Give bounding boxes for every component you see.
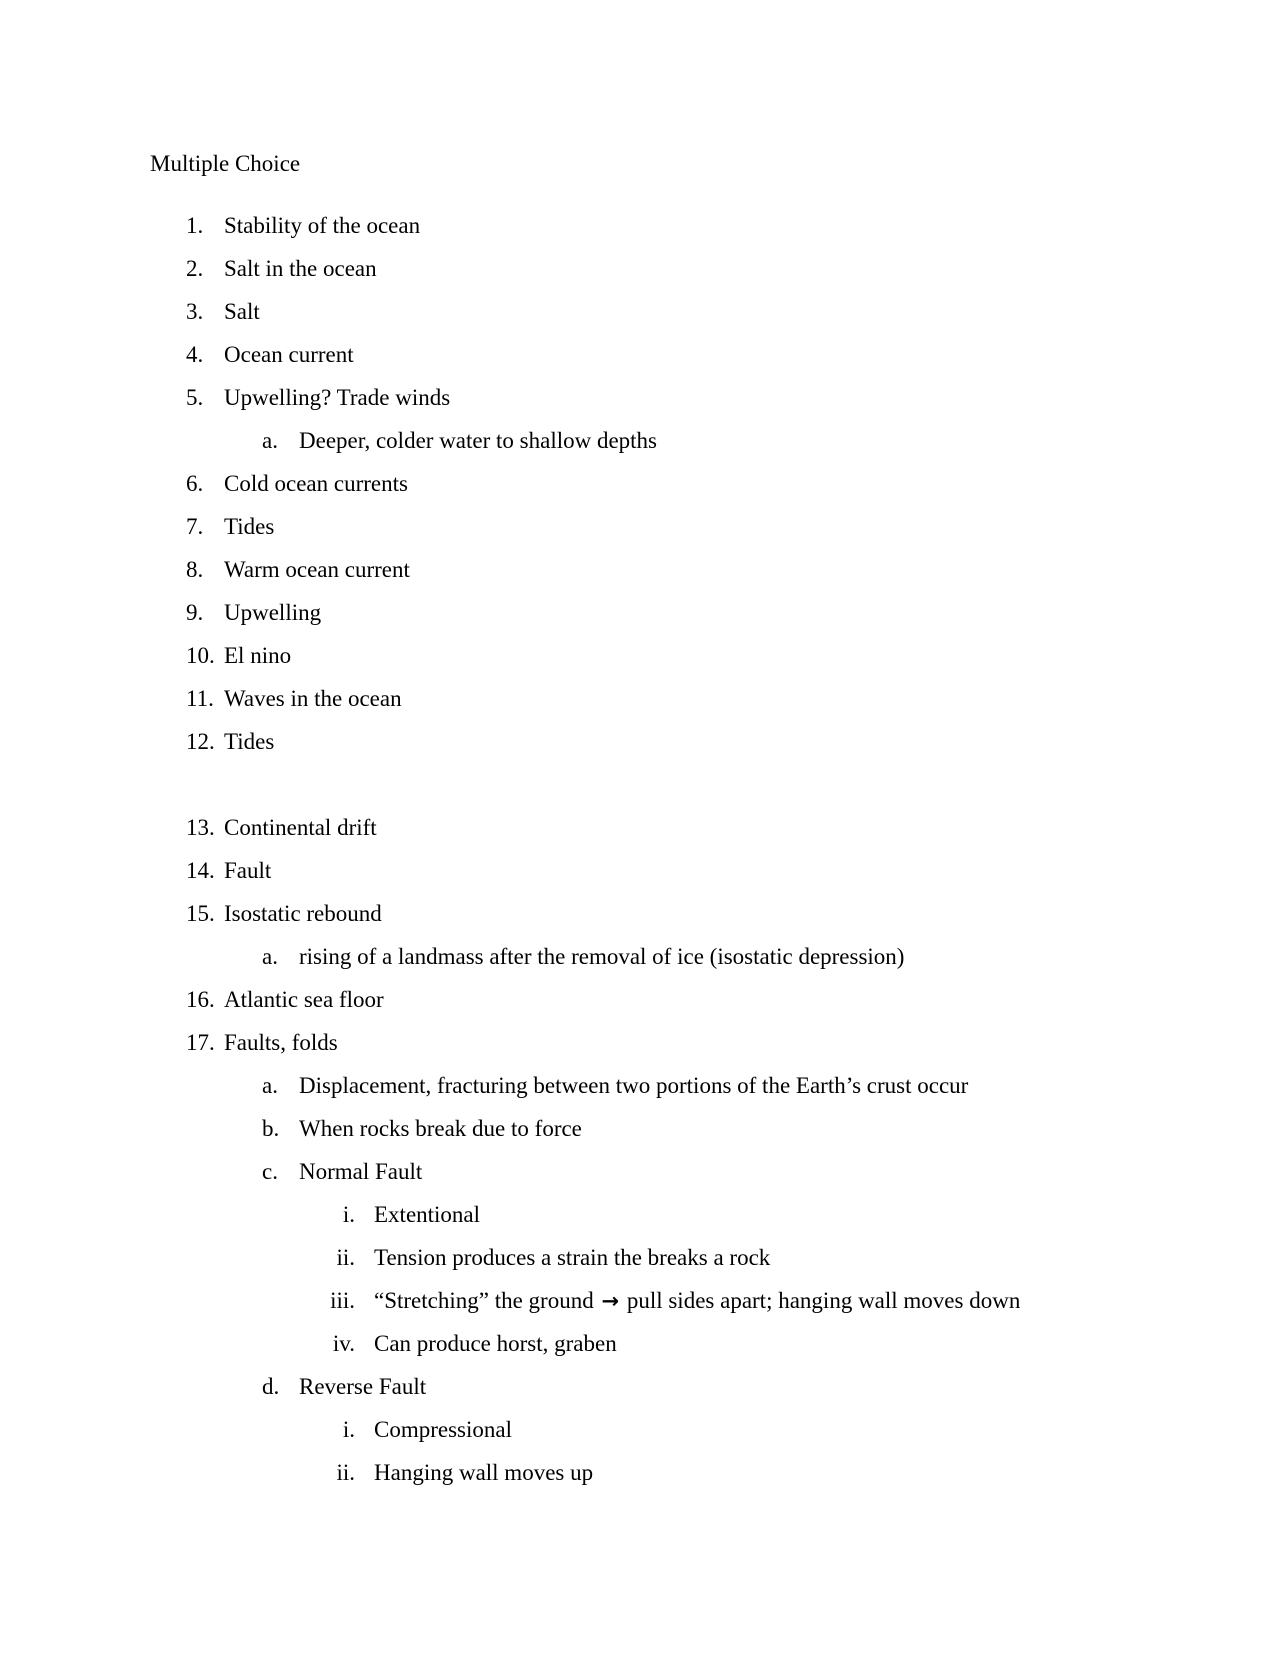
roman-item-c-i: i. [342, 1202, 355, 1227]
sub-item-17a-text: Displacement, fracturing between two portions of the Earth’s crust occur [299, 1073, 969, 1098]
item-letter: a. [262, 428, 278, 453]
item-number: 10. [186, 643, 215, 668]
roman-item-c-ii-text: Tension produces a strain the breaks a rock [374, 1245, 771, 1270]
list-item-16 [186, 986, 215, 1014]
item-number: 16. [186, 987, 215, 1012]
list-item-8-text: Warm ocean current [224, 557, 410, 582]
sub-item-17d-text: Reverse Fault [299, 1374, 427, 1399]
sub-item-17a [262, 1072, 278, 1100]
right-arrow-icon: → [601, 1289, 620, 1313]
roman-item-c-iv-text: Can produce horst, graben [374, 1331, 617, 1356]
list-item-4-text: Ocean current [224, 342, 354, 367]
item-number: 7. [186, 514, 204, 539]
text-before-arrow: “Stretching” the ground [374, 1288, 594, 1313]
list-item-17-text: Faults, folds [224, 1030, 338, 1055]
page-title: Multiple Choice [150, 151, 301, 176]
item-letter: c. [262, 1159, 278, 1184]
item-letter: a. [262, 1073, 278, 1098]
item-letter: a. [262, 944, 278, 969]
item-number: 15. [186, 901, 215, 926]
item-letter: d. [262, 1374, 280, 1399]
list-item-9-text: Upwelling [224, 600, 322, 625]
list-item-2-text: Salt in the ocean [224, 256, 377, 281]
text-after-arrow: pull sides apart; hanging wall moves down [626, 1288, 1021, 1313]
list-item-1-text: Stability of the ocean [224, 213, 421, 238]
roman-item-c-iii: iii. [330, 1288, 355, 1313]
sub-item-17d [262, 1373, 279, 1401]
list-item-7 [186, 513, 203, 541]
sub-item-17c-text: Normal Fault [299, 1159, 423, 1184]
item-number: 17. [186, 1030, 215, 1055]
list-item-17 [186, 1029, 215, 1057]
list-item-12 [186, 728, 215, 756]
list-item-1 [186, 212, 203, 240]
sub-item-5a [262, 427, 278, 455]
list-item-6 [186, 470, 203, 498]
item-number: 2. [186, 256, 204, 281]
item-number: 9. [186, 600, 204, 625]
list-item-10-text: El nino [224, 643, 292, 668]
item-number: 14. [186, 858, 215, 883]
item-number: 5. [186, 385, 204, 410]
roman-item-d-i: i. [342, 1417, 355, 1442]
roman-item-d-ii-text: Hanging wall moves up [374, 1460, 594, 1485]
list-item-2 [186, 255, 203, 283]
item-number: 11. [186, 686, 214, 711]
list-item-15 [186, 900, 215, 928]
sub-item-15a [262, 943, 278, 971]
sub-item-17b-text: When rocks break due to force [299, 1116, 582, 1141]
list-item-14-text: Fault [224, 858, 272, 883]
list-item-16-text: Atlantic sea floor [224, 987, 384, 1012]
list-item-13-text: Continental drift [224, 815, 377, 840]
item-number: 6. [186, 471, 204, 496]
list-item-15-text: Isostatic rebound [224, 901, 382, 926]
roman-item-c-iii-text [374, 1287, 1020, 1315]
list-item-4 [186, 341, 203, 369]
sub-item-5a-text: Deeper, colder water to shallow depths [299, 428, 658, 453]
list-item-8 [186, 556, 203, 584]
roman-item-d-i-text: Compressional [374, 1417, 512, 1442]
list-item-11-text: Waves in the ocean [224, 686, 402, 711]
list-item-6-text: Cold ocean currents [224, 471, 408, 496]
list-item-7-text: Tides [224, 514, 275, 539]
item-number: 1. [186, 213, 204, 238]
list-item-3-text: Salt [224, 299, 260, 324]
sub-item-17b [262, 1115, 279, 1143]
item-number: 3. [186, 299, 204, 324]
item-number: 8. [186, 557, 204, 582]
list-item-14 [186, 857, 215, 885]
item-number: 4. [186, 342, 204, 367]
list-item-10 [186, 642, 215, 670]
roman-item-d-ii: ii. [336, 1460, 355, 1485]
sub-item-17c [262, 1158, 278, 1186]
item-number: 12. [186, 729, 215, 754]
list-item-5 [186, 384, 203, 412]
list-item-13 [186, 814, 215, 842]
list-item-3 [186, 298, 203, 326]
roman-item-c-i-text: Extentional [374, 1202, 481, 1227]
item-letter: b. [262, 1116, 280, 1141]
roman-item-c-iv: iv. [332, 1331, 355, 1356]
list-item-5-text: Upwelling? Trade winds [224, 385, 451, 410]
list-item-12-text: Tides [224, 729, 275, 754]
roman-item-c-ii: ii. [336, 1245, 355, 1270]
list-item-9 [186, 599, 203, 627]
item-number: 13. [186, 815, 215, 840]
list-item-11 [186, 685, 214, 713]
sub-item-15a-text: rising of a landmass after the removal of ice (isostatic depression) [299, 944, 905, 969]
